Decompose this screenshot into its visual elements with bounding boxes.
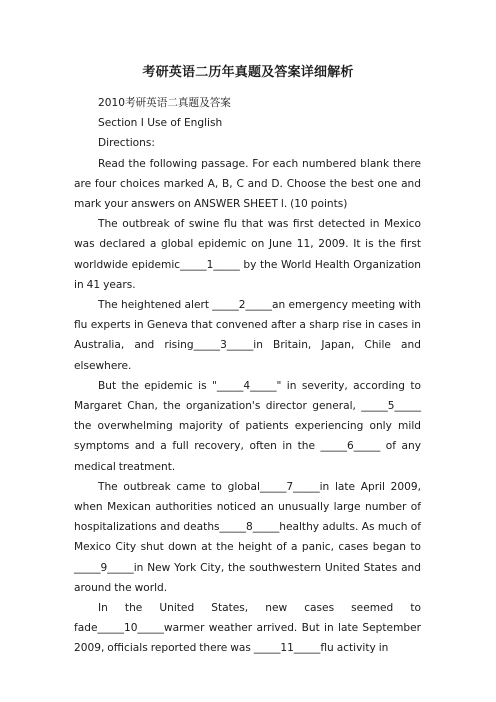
paragraph-1: The outbreak of swine flu that was first detected in Mexico was declared a global epidemic on June 11, 2009. It is the first worldwide epidemic_____1_____ by the World Health Organization in 41 years. [74,218,421,291]
document-body [74,93,421,659]
paragraph-5: In the United States, new cases seemed to fade_____10_____warmer weather arrived. But in late September 2009, officials reported there was _____11_____flu activity in [74,602,421,655]
document-title: 考研英语二历年真题及答案详细解析 [142,65,354,80]
paragraph-directions: Read the following passage. For each numbered blank there are four choices marked A, B, C and D. Choose the best one and mark your answers on ANSWER SHEET l. (10 points) [74,157,421,211]
paragraph-2: The heightened alert _____2_____an emergency meeting with flu experts in Geneva that convened after a sharp rise in cases in Australia, and rising_____3_____in Britain, Japan, Chile and elsewhere. [74,299,421,372]
section-heading: Section I Use of English [98,117,223,130]
directions-label: Directions: [98,137,155,150]
paragraph-4: The outbreak came to global_____7_____in late April 2009, when Mexican authorities noticed an unusually large number of hospitalizations and deaths_____8_____healthy adults. As much of Mexico City shut down at the height of a panic, cases began to _____9_____in New York City, the southwestern United States and around the world. [74,480,421,594]
paragraph-3: But the epidemic is "_____4_____" in severity, according to Margaret Chan, the organization's director general, _____5_____ the overwhelming majority of patients experiencing only mild symptoms and a full recovery, often in the _____6_____ of any medical treatment. [74,379,421,473]
exam-subtitle: 2010考研英语二真题及答案 [98,97,231,109]
